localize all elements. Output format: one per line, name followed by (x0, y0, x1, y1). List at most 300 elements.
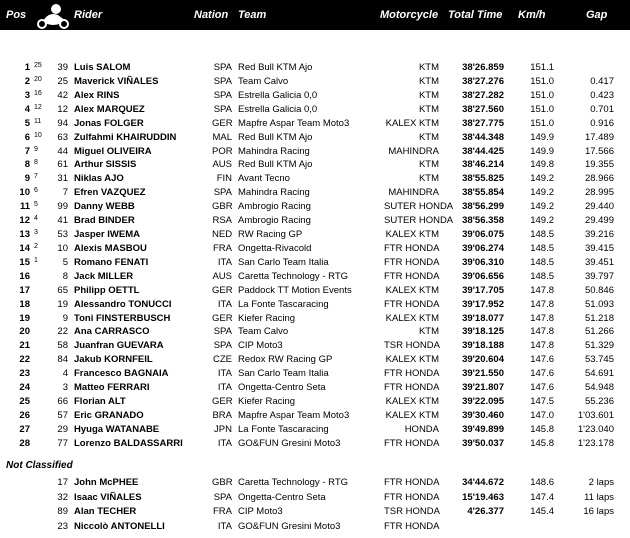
table-row (0, 270, 630, 283)
team-name: Ambrogio Racing (238, 201, 311, 213)
total-time: 39'50.037 (462, 437, 504, 449)
header-nation: Nation (194, 9, 229, 21)
table-row (0, 242, 630, 255)
rider-number: 5 (62, 256, 68, 268)
speed-kmh: 151.1 (530, 62, 554, 73)
table-row (0, 381, 630, 394)
table-row (0, 409, 630, 422)
grid-position: 3 (34, 229, 38, 237)
gap: 17.566 (584, 145, 614, 157)
rider-number: 31 (57, 173, 68, 185)
grid-position: 8 (34, 159, 38, 167)
grid-position: 10 (34, 131, 42, 139)
speed-kmh: 147.8 (530, 298, 554, 310)
speed-kmh: 149.9 (530, 145, 554, 157)
table-row (0, 89, 630, 102)
motorcycle: KTM (418, 326, 439, 338)
table-header (0, 0, 630, 30)
team-name: Red Bull KTM Ajo (238, 62, 313, 73)
table-row (0, 117, 630, 130)
motorcycle: KALEX KTM (385, 229, 439, 241)
rider-number: 65 (57, 284, 68, 296)
total-time: 39'21.550 (462, 368, 504, 380)
table-row (0, 298, 630, 311)
table-row (0, 172, 630, 185)
gap: 54.691 (584, 368, 614, 380)
speed-kmh: 147.6 (530, 354, 554, 366)
header-total-time: Total Time (448, 9, 503, 21)
position: 12 (19, 215, 30, 227)
speed-kmh: 149.8 (530, 159, 554, 171)
rider-number: 66 (57, 396, 68, 408)
table-row (0, 395, 630, 408)
total-time: 39'20.604 (462, 354, 504, 366)
rider-name: Juanfran GUEVARA (74, 340, 164, 352)
position: 6 (24, 131, 30, 143)
rider-number: 10 (57, 242, 68, 254)
gap: 53.745 (584, 354, 614, 366)
speed-kmh: 147.8 (530, 326, 554, 338)
motorcycle: KTM (418, 159, 439, 171)
nation: FRA (213, 242, 232, 254)
nation: ITA (217, 256, 232, 268)
position: 20 (19, 326, 30, 338)
grid-position: 20 (34, 75, 42, 83)
nation: SPA (213, 491, 232, 503)
header-rider: Rider (74, 9, 103, 21)
gap: 2 laps (588, 477, 614, 488)
total-time: 39'06.656 (462, 270, 504, 282)
rider-number: 3 (62, 382, 68, 394)
total-time: 39'30.460 (462, 410, 504, 421)
rider-name: Miguel OLIVEIRA (74, 145, 152, 157)
table-row (0, 214, 630, 227)
motorcycle: FTR HONDA (384, 298, 440, 310)
gap: 39.415 (584, 242, 614, 254)
total-time: 38'56.299 (462, 201, 504, 213)
gap: 16 laps (583, 506, 614, 518)
gap: 29.499 (584, 215, 614, 227)
total-time: 39'22.095 (462, 396, 504, 408)
total-time: 39'18.125 (462, 326, 504, 338)
gap: 0.916 (590, 117, 614, 129)
grid-position: 7 (34, 173, 38, 181)
header-gap: Gap (586, 9, 608, 21)
rider-name: Florian ALT (74, 396, 126, 408)
total-time: 38'44.348 (462, 131, 504, 143)
total-time: 38'27.775 (462, 117, 504, 129)
team-name: Mapfre Aspar Team Moto3 (238, 410, 350, 421)
team-name: Estrella Galicia 0,0 (238, 103, 318, 115)
rider-name: Luis SALOM (74, 62, 131, 73)
table-row (0, 437, 630, 450)
header-motorcycle: Motorcycle (380, 9, 439, 21)
grid-position: 25 (34, 62, 42, 69)
nation: POR (212, 145, 233, 157)
motorcycle: SUTER HONDA (384, 201, 454, 213)
rider-name: Alan TECHER (74, 506, 137, 518)
table-row (0, 200, 630, 213)
gap: 0.701 (590, 103, 614, 115)
motorcycle: KALEX KTM (385, 312, 439, 324)
rider-number: 89 (57, 506, 68, 518)
speed-kmh: 147.6 (530, 368, 554, 380)
speed-kmh: 148.6 (530, 477, 554, 488)
motorcycle: FTR HONDA (384, 477, 440, 488)
table-row (0, 131, 630, 144)
nation: FRA (213, 506, 232, 518)
gap: 39.216 (584, 229, 614, 241)
grid-position: 4 (34, 215, 38, 223)
team-name: GO&FUN Gresini Moto3 (238, 437, 341, 449)
table-row (0, 491, 630, 504)
rider-name: Zulfahmi KHAIRUDDIN (74, 131, 177, 143)
gap: 54.948 (584, 382, 614, 394)
rider-name: Niccolò ANTONELLI (74, 521, 165, 533)
rider-number: 63 (57, 131, 68, 143)
position: 2 (24, 75, 30, 87)
motorcycle: KALEX KTM (385, 396, 439, 408)
team-name: RW Racing GP (238, 229, 303, 241)
motorcycle-rider-icon (30, 1, 74, 29)
nation: SPA (213, 89, 232, 101)
rider-name: Lorenzo BALDASSARRI (74, 437, 183, 449)
rider-name: Ana CARRASCO (74, 326, 150, 338)
team-name: GO&FUN Gresini Moto3 (238, 521, 341, 533)
nation: BRA (212, 410, 232, 421)
total-time: 38'56.358 (462, 215, 504, 227)
rider-number: 29 (57, 423, 68, 435)
gap: 55.236 (584, 396, 614, 408)
team-name: Ongetta-Centro Seta (238, 382, 326, 394)
nation: SPA (213, 340, 232, 352)
gap: 39.797 (584, 270, 614, 282)
position: 1 (24, 62, 30, 73)
total-time: 39'18.077 (462, 312, 504, 324)
total-time: 38'27.560 (462, 103, 504, 115)
nation: GER (212, 312, 233, 324)
speed-kmh: 145.8 (530, 423, 554, 435)
speed-kmh: 151.0 (530, 75, 554, 87)
header-team: Team (238, 9, 267, 21)
position: 24 (19, 382, 30, 394)
gap: 17.489 (584, 131, 614, 143)
nation: RSA (212, 215, 232, 227)
gap: 51.266 (584, 326, 614, 338)
rider-name: Hyuga WATANABE (74, 423, 160, 435)
table-row (0, 75, 630, 88)
nation: MAL (212, 131, 232, 143)
table-row (0, 158, 630, 171)
speed-kmh: 149.2 (530, 187, 554, 199)
grid-position: 12 (34, 103, 42, 111)
position: 23 (19, 368, 30, 380)
rider-name: Alexis MASBOU (74, 242, 147, 254)
nation: GER (212, 284, 233, 296)
total-time: 39'06.075 (462, 229, 504, 241)
gap: 1'23.178 (577, 437, 614, 449)
nation: GBR (212, 477, 233, 488)
table-row (0, 423, 630, 436)
team-name: La Fonte Tascaracing (238, 298, 329, 310)
rider-number: 8 (62, 270, 68, 282)
position: 10 (19, 187, 30, 199)
total-time: 39'49.899 (462, 423, 504, 435)
total-time: 38'44.425 (462, 145, 504, 157)
rider-number: 9 (62, 312, 68, 324)
gap: 51.093 (584, 298, 614, 310)
speed-kmh: 149.2 (530, 201, 554, 213)
motorcycle: FTR HONDA (384, 521, 440, 533)
speed-kmh: 151.0 (530, 103, 554, 115)
speed-kmh: 147.4 (530, 491, 554, 503)
grid-position: 16 (34, 89, 42, 97)
motorcycle: MAHINDRA (388, 187, 439, 199)
motorcycle: FTR HONDA (384, 491, 440, 503)
position: 26 (19, 410, 30, 421)
team-name: La Fonte Tascaracing (238, 423, 329, 435)
table-row (0, 520, 630, 533)
motorcycle: FTR HONDA (384, 256, 440, 268)
team-name: Estrella Galicia 0,0 (238, 89, 318, 101)
rider-name: Romano FENATI (74, 256, 149, 268)
motorcycle: HONDA (404, 423, 439, 435)
team-name: Paddock TT Motion Events (238, 284, 352, 296)
speed-kmh: 149.2 (530, 215, 554, 227)
speed-kmh: 147.8 (530, 284, 554, 296)
total-time: 4'26.377 (467, 506, 504, 518)
team-name: Ongetta-Centro Seta (238, 491, 326, 503)
nation: NED (212, 229, 233, 241)
team-name: CIP Moto3 (238, 506, 283, 518)
grid-position: 5 (34, 201, 38, 209)
motorcycle: KTM (418, 103, 439, 115)
rider-name: Maverick VIÑALES (74, 75, 159, 87)
header-kmh: Km/h (518, 9, 546, 21)
team-name: CIP Moto3 (238, 340, 283, 352)
team-name: Red Bull KTM Ajo (238, 131, 313, 143)
table-row (0, 353, 630, 366)
gap: 0.423 (590, 89, 614, 101)
nation: ITA (217, 437, 232, 449)
nation: ITA (217, 298, 232, 310)
nation: FIN (216, 173, 232, 185)
nation: JPN (214, 423, 232, 435)
position: 11 (19, 201, 30, 213)
team-name: Red Bull KTM Ajo (238, 159, 313, 171)
rider-name: Danny WEBB (74, 201, 135, 213)
position: 3 (24, 89, 30, 101)
rider-number: 94 (57, 117, 68, 129)
rider-number: 77 (57, 437, 68, 449)
nation: GER (212, 117, 233, 129)
speed-kmh: 148.5 (530, 256, 554, 268)
speed-kmh: 147.6 (530, 382, 554, 394)
rider-name: Philipp OETTL (74, 284, 140, 296)
motorcycle: KALEX KTM (385, 284, 439, 296)
team-name: San Carlo Team Italia (238, 256, 329, 268)
gap: 19.355 (584, 159, 614, 171)
table-row (0, 103, 630, 116)
rider-number: 58 (57, 340, 68, 352)
rider-name: Jack MILLER (74, 270, 134, 282)
team-name: Kiefer Racing (238, 312, 296, 324)
motorcycle: SUTER HONDA (384, 215, 454, 227)
rider-number: 53 (57, 229, 68, 241)
rider-name: Alex RINS (74, 89, 120, 101)
team-name: Mahindra Racing (238, 187, 310, 199)
total-time: 38'55.854 (462, 187, 504, 199)
total-time: 39'17.705 (462, 284, 504, 296)
rider-number: 99 (57, 201, 68, 213)
position: 27 (19, 423, 30, 435)
motorcycle: KALEX KTM (385, 354, 439, 366)
position: 7 (24, 145, 30, 157)
nation: CZE (213, 354, 232, 366)
team-name: Mapfre Aspar Team Moto3 (238, 117, 350, 129)
nation: SPA (213, 103, 232, 115)
rider-name: Jasper IWEMA (74, 229, 140, 241)
rider-number: 44 (57, 145, 68, 157)
position: 25 (19, 396, 30, 408)
total-time: 38'27.276 (462, 75, 504, 87)
total-time: 39'18.188 (462, 340, 504, 352)
gap: 51.218 (584, 312, 614, 324)
team-name: Redox RW Racing GP (238, 354, 333, 366)
speed-kmh: 148.5 (530, 242, 554, 254)
rider-name: Francesco BAGNAIA (74, 368, 169, 380)
nation: ITA (217, 382, 232, 394)
table-row (0, 256, 630, 269)
motorcycle: KALEX KTM (385, 117, 439, 129)
position: 22 (19, 354, 30, 366)
motorcycle: KTM (418, 62, 439, 73)
table-row (0, 61, 630, 74)
motorcycle: KTM (418, 173, 439, 185)
speed-kmh: 147.8 (530, 340, 554, 352)
total-time: 38'26.859 (462, 62, 504, 73)
team-name: Team Calvo (238, 326, 289, 338)
position: 28 (19, 437, 30, 449)
position: 17 (19, 284, 30, 296)
nation: AUS (212, 270, 232, 282)
rider-number: 39 (57, 62, 68, 73)
team-name: Avant Tecno (238, 173, 290, 185)
grid-position: 1 (34, 256, 38, 264)
gap: 28.995 (584, 187, 614, 199)
speed-kmh: 148.5 (530, 229, 554, 241)
rider-number: 12 (57, 103, 68, 115)
gap: 1'23.040 (577, 423, 614, 435)
position: 13 (19, 229, 30, 241)
total-time: 15'19.463 (462, 491, 504, 503)
gap: 39.451 (584, 256, 614, 268)
gap: 51.329 (584, 340, 614, 352)
table-row (0, 312, 630, 325)
rider-number: 7 (62, 187, 68, 199)
nation: ITA (217, 368, 232, 380)
table-row (0, 476, 630, 489)
nation: SPA (213, 75, 232, 87)
header-pos: Pos (6, 9, 27, 21)
total-time: 34'44.672 (462, 477, 504, 488)
motorcycle: FTR HONDA (384, 368, 440, 380)
grid-position: 6 (34, 187, 38, 195)
nation: SPA (213, 326, 232, 338)
team-name: Caretta Technology - RTG (238, 477, 349, 488)
rider-name: Alessandro TONUCCI (74, 298, 172, 310)
team-name: Mahindra Racing (238, 145, 310, 157)
nation: GBR (212, 201, 233, 213)
gap: 11 laps (584, 491, 614, 503)
total-time: 39'17.952 (462, 298, 504, 310)
motorcycle: FTR HONDA (384, 270, 440, 282)
motorcycle: KALEX KTM (385, 410, 439, 421)
nation: SPA (213, 62, 232, 73)
total-time: 38'27.282 (462, 89, 504, 101)
team-name: Team Calvo (238, 75, 289, 87)
team-name: Caretta Technology - RTG (238, 270, 349, 282)
position: 9 (24, 173, 30, 185)
nation: ITA (217, 521, 232, 533)
speed-kmh: 149.2 (530, 173, 554, 185)
total-time: 39'06.274 (462, 242, 504, 254)
speed-kmh: 145.8 (530, 437, 554, 449)
gap: 29.440 (584, 201, 614, 213)
total-time: 39'21.807 (462, 382, 504, 394)
motorcycle: KTM (418, 75, 439, 87)
position: 4 (24, 103, 30, 115)
speed-kmh: 147.8 (530, 312, 554, 324)
rider-number: 57 (57, 410, 68, 421)
nation: SPA (213, 187, 232, 199)
motorcycle: TSR HONDA (384, 340, 440, 352)
speed-kmh: 151.0 (530, 89, 554, 101)
table-row (0, 325, 630, 338)
rider-name: Matteo FERRARI (74, 382, 150, 394)
grid-position: 11 (34, 117, 42, 125)
position: 16 (19, 270, 30, 282)
rider-number: 61 (57, 159, 68, 171)
position: 14 (19, 242, 30, 254)
not-classified-title: Not Classified (6, 460, 73, 471)
rider-number: 42 (57, 89, 68, 101)
gap: 0.417 (590, 75, 614, 87)
rider-number: 23 (57, 521, 68, 533)
table-row (0, 145, 630, 158)
rider-name: Alex MARQUEZ (74, 103, 145, 115)
team-name: San Carlo Team Italia (238, 368, 329, 380)
position: 5 (24, 117, 30, 129)
motorcycle: FTR HONDA (384, 242, 440, 254)
speed-kmh: 147.5 (530, 396, 554, 408)
nation: GER (212, 396, 233, 408)
grid-position: 2 (34, 242, 38, 250)
rider-name: Brad BINDER (74, 215, 135, 227)
team-name: Ongetta-Rivacold (238, 242, 312, 254)
rider-name: Niklas AJO (74, 173, 124, 185)
table-row (0, 228, 630, 241)
rider-name: John McPHEE (74, 477, 139, 488)
total-time: 38'46.214 (462, 159, 504, 171)
rider-number: 25 (57, 75, 68, 87)
table-row (0, 284, 630, 297)
gap: 28.966 (584, 173, 614, 185)
speed-kmh: 151.0 (530, 117, 554, 129)
motorcycle: TSR HONDA (384, 506, 440, 518)
rider-name: Jonas FOLGER (74, 117, 144, 129)
rider-name: Isaac VIÑALES (74, 491, 142, 503)
